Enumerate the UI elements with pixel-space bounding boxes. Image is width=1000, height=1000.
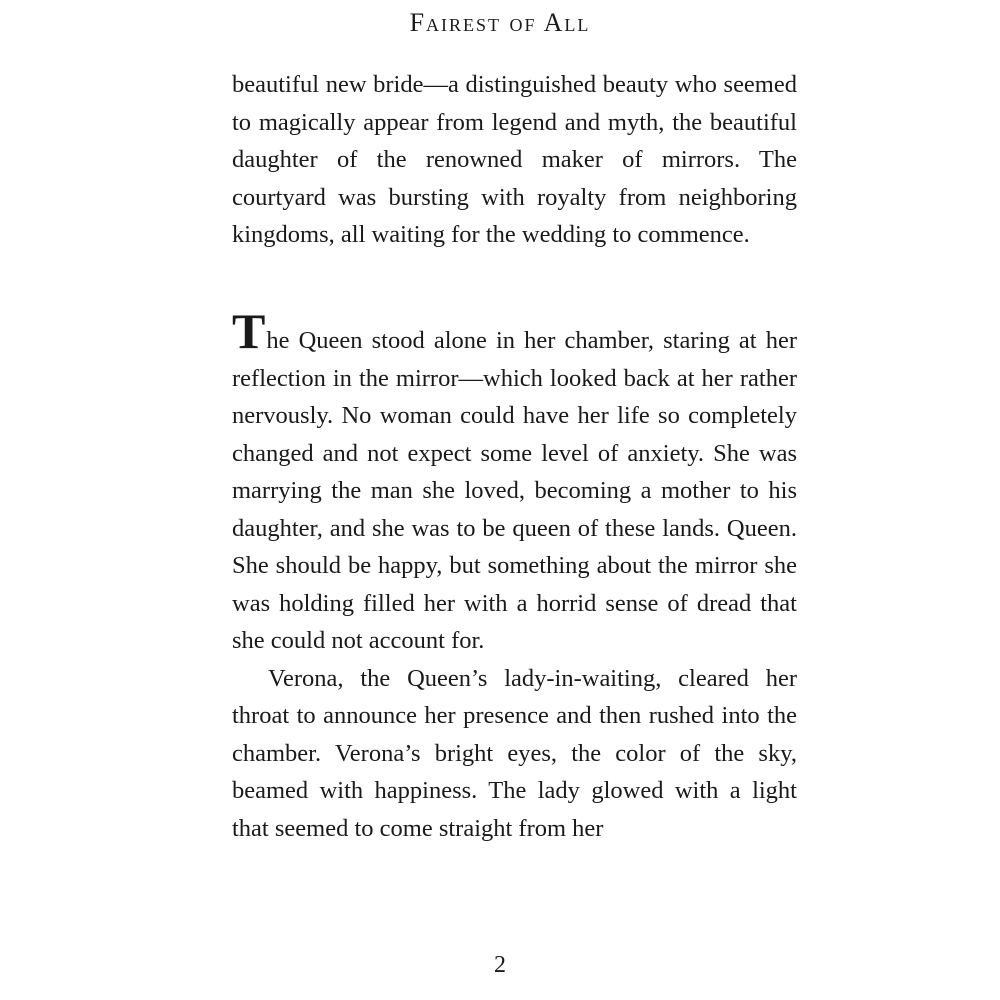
text-block-top <box>232 66 797 254</box>
paragraph-section-start <box>232 303 797 660</box>
paragraph-indented: Verona, the Queen’s lady-in-waiting, cleared her throat to announce her presence and then rushed into the chamber. Verona’s bright eyes, the color of the sky, beamed with happiness. The lady glowed with a light that seemed to come straight from her <box>232 664 797 842</box>
drop-cap-letter: T <box>232 303 266 359</box>
page-number: 2 <box>494 952 506 978</box>
running-title: Fairest of All <box>409 8 591 37</box>
paragraph-continuation: beautiful new bride—a distinguished beauty who seemed to magically appear from legend and myth, the beautiful daughter of the renowned maker of mirrors. The courtyard was bursting with royalty from neighboring kingdoms, all waiting for the wedding to commence. <box>232 71 797 248</box>
text-block-main <box>232 303 797 847</box>
paragraph-section-start-text: he Queen stood alone in her chamber, staring at her reflection in the mirror—which looked back at her rather nervously. No woman could have her life so completely changed and not expect some level of anxiety. She was marrying the man she loved, becoming a mother to his daughter, and she was to be queen of these lands. Queen. She should be happy, but something about the mirror she was holding filled her with a horrid sense of dread that she could not account for. <box>232 327 797 654</box>
